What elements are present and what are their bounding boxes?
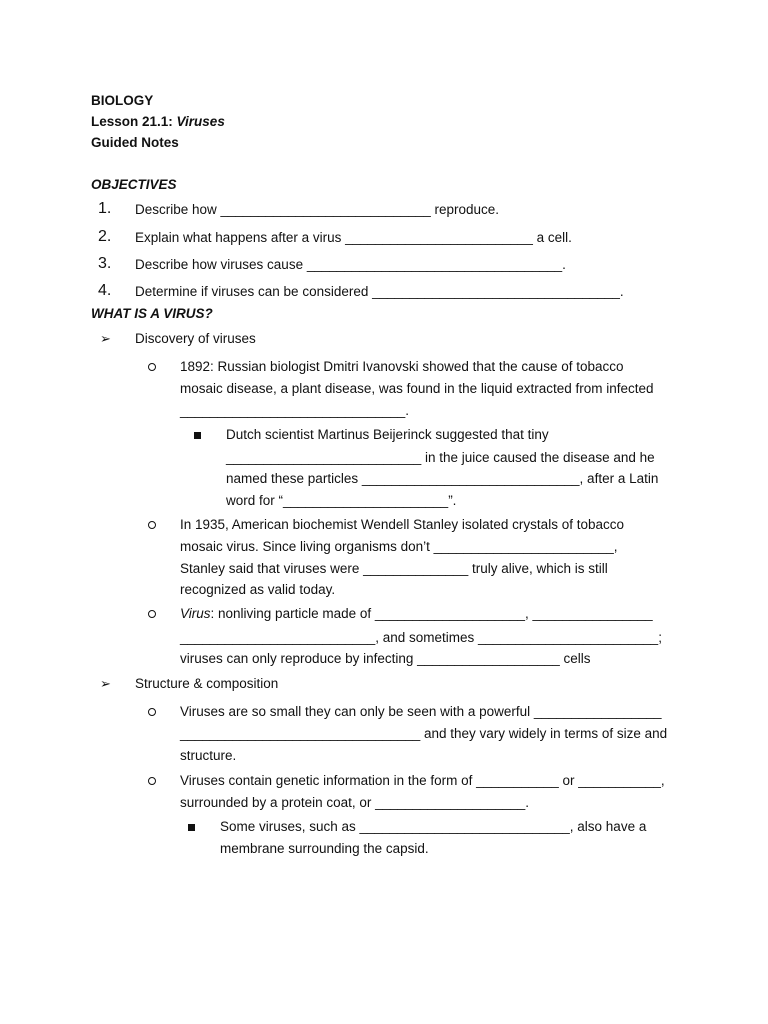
subject-heading: BIOLOGY (91, 93, 154, 108)
discovery-label: Discovery of viruses (135, 331, 256, 346)
objective-text-4: Determine if viruses can be considered _________________________________. (135, 284, 624, 299)
beijerinck-line-1: Dutch scientist Martinus Beijerinck suggested that tiny (226, 427, 549, 442)
objective-number-1: 1. (98, 200, 112, 217)
square-bullet-icon (188, 824, 195, 831)
beijerinck-line-3: named these particles _____________________________, after a Latin (226, 471, 659, 486)
structure-1-line-1: Viruses are so small they can only be seen with a powerful _________________ (180, 704, 662, 719)
circle-bullet-icon (148, 708, 156, 716)
what-is-virus-heading: WHAT IS A VIRUS? (91, 306, 213, 321)
circle-bullet-icon (148, 363, 156, 371)
virus-definition-line-2: __________________________, and sometimes ________________________; (180, 630, 662, 645)
objective-text-2: Explain what happens after a virus _________________________ a cell. (135, 230, 572, 245)
circle-bullet-icon (148, 777, 156, 785)
virus-definition-line-3: viruses can only reproduce by infecting ___________________ cells (180, 651, 591, 666)
structure-2-line-1: Viruses contain genetic information in the form of ___________ or ___________, (180, 773, 665, 788)
beijerinck-line-4: word for “______________________”. (226, 493, 457, 508)
structure-1-line-3: structure. (180, 748, 237, 763)
doc-type: Guided Notes (91, 135, 179, 150)
objective-number-2: 2. (98, 228, 112, 245)
lesson-title (91, 113, 225, 131)
circle-bullet-icon (148, 610, 156, 618)
stanley-line-4: recognized as valid today. (180, 582, 336, 597)
ivanovski-line-2: mosaic disease, a plant disease, was found in the liquid extracted from infected (180, 381, 654, 396)
stanley-line-3: Stanley said that viruses were ______________ truly alive, which is still (180, 561, 608, 576)
structure-3-line-1: Some viruses, such as ____________________________, also have a (220, 819, 647, 834)
stanley-line-1: In 1935, American biochemist Wendell Stanley isolated crystals of tobacco (180, 517, 624, 532)
ivanovski-line-1: 1892: Russian biologist Dmitri Ivanovski showed that the cause of tobacco (180, 359, 624, 374)
structure-label: Structure & composition (135, 676, 279, 691)
circle-bullet-icon (148, 521, 156, 529)
virus-definition-line-1 (180, 605, 653, 623)
arrow-bullet-icon: ➢ (100, 676, 111, 691)
objective-number-4: 4. (98, 282, 112, 299)
objectives-heading: OBJECTIVES (91, 177, 177, 192)
virus-term: Virus (180, 606, 211, 621)
structure-1-line-2: ________________________________ and they vary widely in terms of size and (180, 726, 668, 741)
beijerinck-line-2: __________________________ in the juice caused the disease and he (226, 450, 655, 465)
structure-2-line-2: surrounded by a protein coat, or ____________________. (180, 795, 530, 810)
square-bullet-icon (194, 432, 201, 439)
objective-text-1: Describe how ____________________________ reproduce. (135, 202, 500, 217)
lesson-prefix: Lesson 21.1: (91, 114, 177, 129)
objective-number-3: 3. (98, 255, 112, 272)
ivanovski-line-3: ______________________________. (180, 403, 409, 418)
objective-text-3: Describe how viruses cause __________________________________. (135, 257, 566, 272)
arrow-bullet-icon: ➢ (100, 331, 111, 346)
structure-3-line-2: membrane surrounding the capsid. (220, 841, 429, 856)
virus-definition-text: : nonliving particle made of ____________________, ________________ (210, 606, 653, 621)
stanley-line-2: mosaic virus. Since living organisms don’t ________________________, (180, 539, 618, 554)
lesson-topic: Viruses (176, 114, 225, 129)
